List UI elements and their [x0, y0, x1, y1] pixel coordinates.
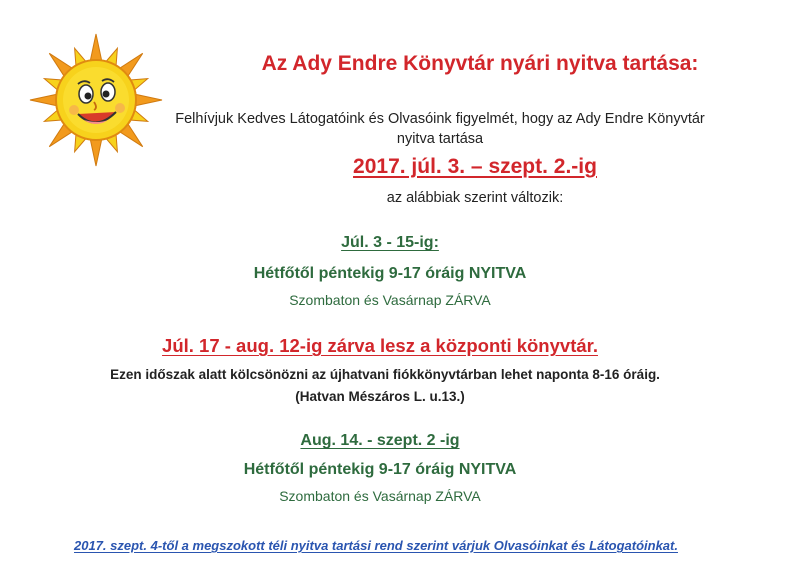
smiling-sun-icon	[28, 28, 164, 170]
section3-weekend: Szombaton és Vasárnap ZÁRVA	[279, 488, 481, 504]
sun-ray	[30, 94, 59, 106]
sun-ray	[134, 94, 163, 106]
section3-weekdays: Hétfőtől péntekig 9-17 óráig NYITVA	[243, 461, 517, 478]
footer-note: 2017. szept. 4-től a megszokott téli nyitva tartási rend szerint várjuk Olvasóinkat és Látogatóinkat.	[74, 538, 678, 553]
section2-info: Ezen időszak alatt kölcsönözni az újhatvani fiókkönyvtárban lehet naponta 8-16 óráig.	[110, 367, 660, 382]
intro-line-2: nyitva tartása	[396, 131, 484, 147]
changes-text: az alábbiak szerint változik:	[386, 190, 564, 206]
section2-address: (Hatvan Mészáros L. u.13.)	[295, 389, 465, 404]
sun-ray	[90, 34, 102, 63]
section3-heading: Aug. 14. - szept. 2 -ig	[300, 432, 460, 449]
period-heading: 2017. júl. 3. – szept. 2.-ig	[353, 155, 597, 178]
section1-weekend: Szombaton és Vasárnap ZÁRVA	[289, 292, 491, 308]
section2-heading: Júl. 17 - aug. 12-ig zárva lesz a központi könyvtár.	[162, 335, 598, 356]
section1-weekdays: Hétfőtől péntekig 9-17 óráig NYITVA	[253, 265, 527, 282]
notice-title: Az Ady Endre Könyvtár nyári nyitva tartása:	[261, 52, 699, 75]
section1-heading: Júl. 3 - 15-ig:	[341, 234, 439, 251]
intro-line-1: Felhívjuk Kedves Látogatóink és Olvasóink figyelmét, hogy az Ady Endre Könyvtár	[175, 111, 705, 127]
